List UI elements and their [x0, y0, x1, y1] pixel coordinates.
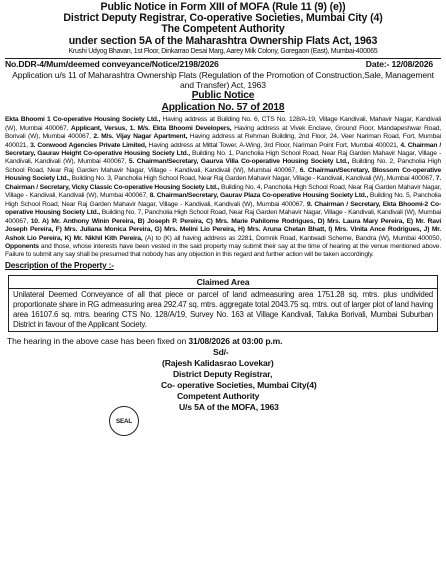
- opponent-6: 6. Chairman/Secretary, Blossom Co-operative Housing Society Ltd.,: [5, 166, 441, 183]
- opponent-8: 8. Chairman/Secretary, Gaurav Plaza Co-operative Housing Society Ltd.,: [149, 192, 369, 200]
- opponent-10: 10. A) Mr. Anthony Winin Pereira, B) Joseph P. Pereira, C) Mrs. Marie Pahilome Rodrigues, D) Mrs. Laura Mary Pereira, E) Mr. Ravi Joseph Pereira, F) Mrs. Juliana Monica Pereira, G) Mrs. Melini Lio Pereira, H) Mrs. Aruna Chetan Bhatt, I) Mrs. Vinita Ance Rodrigues, J) Mr. Ashok Lio Pereira, K) Mr. Nikhil Kith Pereira,: [5, 217, 441, 242]
- applicant-name: Ekta Bhoomi 1 Co-operative Housing Society Ltd.,: [5, 116, 161, 124]
- signatory-section: U/s 5A of the MOFA, 1963: [179, 401, 279, 412]
- opponent-6-address: Building No. 3, Pancholia High School Road, Near Raj Garden Mahavir Nagar, Village - Kandivali, Kandivali (W), Mumbai 400067,: [69, 175, 436, 183]
- public-notice-title: Public Notice: [191, 90, 255, 102]
- opponents-label: Opponents: [5, 243, 39, 251]
- opponent-1: Applicant, Versus, 1. M/s. Ekta Bhoomi Developers,: [70, 124, 232, 132]
- header-competent-authority: The Competent Authority: [161, 23, 285, 36]
- notice-header: [5, 2, 441, 56]
- opponent-10-address: (A) to (K) all having address as 2281, Domnik Road, Kantwadi Scheme, Bandra (W), Mumbai 400050,: [142, 234, 441, 242]
- opponent-7: 7. Chairman / Secretary, Vicky Classic Co-operative Housing Society Ltd.,: [5, 175, 441, 191]
- opponent-1-address: Having address at Vivek Enclave, Ground Floor, Mandapeshwar Road, Borivali (W), Mumbai 400067,: [5, 124, 441, 141]
- opponent-3-address: Having address at Mittal Tower, A-Wing, 3rd Floor, Nariman Point Fort, Mumbai 400021,: [146, 141, 401, 149]
- signatory-authority: Competent Authority: [177, 390, 260, 401]
- property-description-title: Description of the Property :-: [5, 260, 114, 270]
- opponent-9-address: Building No. 7, Pancholia High School Road, Near Raj Garden Mahavir Nagar, Village - Kandivali, Kandivali (W), Mumbai 400067,: [5, 209, 441, 225]
- application-line: Application u/s 11 of Maharashtra Ownership Flats (Regulation of the Promotion of Construction,Sale, Management and Transfer) Act, 1963: [12, 69, 434, 91]
- hearing-prefix: The hearing in the above case has been fixed on: [7, 336, 189, 347]
- notice-body: [5, 116, 441, 260]
- hearing-datetime: 31/08/2026 at 03:00 p.m.: [188, 336, 283, 347]
- signature-sd: Sd/-: [213, 347, 229, 358]
- application-number: Application No. 57 of 2018: [161, 102, 285, 114]
- signatory-title: District Deputy Registrar,: [173, 369, 273, 380]
- opponent-5-address: Building No. 2, Pancholia High School Road, Near Raj Garden Mahavir Nagar, Village - Kandivali, Kandivali (W), Mumbai 400067,: [5, 158, 441, 174]
- signatory-department: Co- operative Societies, Mumbai City(4): [161, 379, 317, 390]
- reference-date: Date:- 12/08/2026: [365, 58, 433, 69]
- applicant-address: Having address at Building No. 6, CTS No. 128/A-19, Village Kandivali, Mahavir Nagar, Kandivali (W), Mumbai 400067,: [5, 116, 441, 132]
- claimed-area-box: [8, 275, 438, 332]
- opponent-4-address: Building No. 1, Pancholia High School Road, Near Raj Garden Mahavir Nagar, Village - Kandivali, Kandivali (W), Mumbai 400067,: [5, 150, 441, 166]
- opponent-4: 4. Chairman / Secretary, Gaurav Height Co-operative Housing Society Ltd.,: [5, 141, 441, 158]
- reference-number: No.DDR-4/Mum/deemed conveyance/Notice/2198/2026: [5, 58, 219, 69]
- reference-row: [5, 59, 441, 70]
- header-section: under section 5A of the Maharashtra Ownership Flats Act, 1963: [68, 34, 378, 47]
- opponent-2-address: Having address at Rehman Building, 2nd Floor, 24, Veer Nariman Road, Fort, Mumbai 400021,: [5, 133, 442, 149]
- seal-stamp: SEAL: [109, 406, 139, 436]
- opponent-2: 2. M/s. Vijay Nagar Apartment,: [93, 133, 188, 141]
- signatory-name: (Rajesh Kalidasrao Lovekar): [162, 358, 274, 369]
- hearing-line: [5, 335, 441, 347]
- claimed-area-header: Claimed Area: [9, 276, 437, 289]
- header-authority: District Deputy Registrar, Co-operative Societies, Mumbai City (4): [63, 12, 383, 25]
- opponent-7-address: Building No. 4, Pancholia High School Road, Near Raj Garden Mahavir Nagar, Village - Kandivali, Kandivali (W), Mumbai 400067,: [5, 183, 441, 200]
- opponent-9: 9. Chairman / Secretary, Ekta Bhoomi-2 Co-operative Housing Society Ltd.,: [5, 200, 442, 217]
- opponent-8-address: Building No. 5, Pancholia High School Road, Near Raj Garden Mahavir Nagar, Village - Kandivali, Kandivali (W), Mumbai 400067,: [5, 192, 441, 208]
- signature-block: [5, 347, 441, 425]
- notice-instruction: and those, whose interests have been vested in the said property may submit their say at the time of hearing at the venue mentioned above. Failure to submit any say shall be presumed that nobody has any objection in this regard and further action will be taken accordingly.: [5, 243, 441, 259]
- signature-lines: [161, 347, 441, 412]
- opponent-5: 5. Chairman/Secretary, Gaurva Villa Co-operative Housing Society Ltd.,: [128, 158, 350, 166]
- opponent-3: 3. Conwood Agencies Private Limited,: [30, 141, 147, 149]
- claimed-area-text: Unilateral Deemed Conveyance of all that piece or parcel of land admeasuring area 1751.28 sq. mtrs. plus undivided proportionate share in RG admeasuring area 292.47 sq. mtrs. aggregate total 2043.75 sq. mtrs. out of larger plot of land having area 16107.6 sq. mtrs. bearing CTS No. 128/A/19, Survey No. 163 at Village Kandivali, Taluka Borivali, Mumbai Suburban District in favour of the Applicant Society.: [13, 290, 433, 329]
- header-address: Krushi Udyog Bhavan, 1st Floor, Dinkarrao Desai Marg, Aarey Milk Colony, Goregaon (East), Mumbai-400065: [68, 47, 378, 55]
- header-title: Public Notice in Form XIII of MOFA (Rule 11 (9) (e)): [100, 1, 346, 13]
